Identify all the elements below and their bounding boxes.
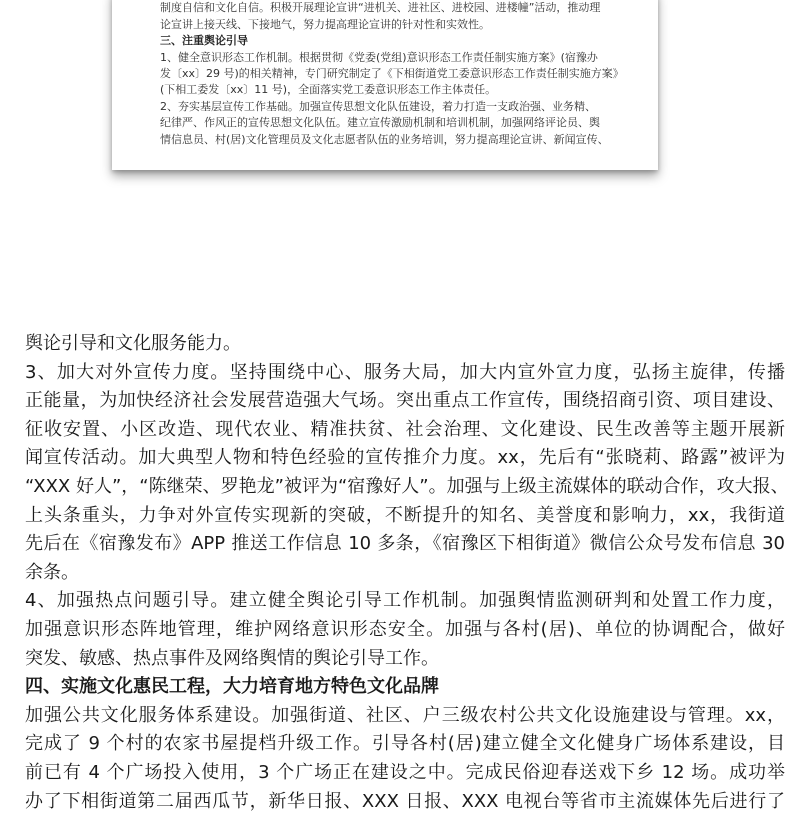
embedded-text-line: 2、夯实基层宣传工作基础。加强宣传思想文化队伍建设，着力打造一支政治强、业务精、 [160,99,640,115]
embedded-text-line: (下相工委发〔xx〕11 号)，全面落实党工委意识形态工作主体责任。 [160,82,640,98]
paragraph-line: 上头条重头，力争对外宣传实现新的突破，不断提升的知名、美誉度和影响力，xx，我街道 [25,502,785,531]
section-heading: 四、实施文化惠民工程，大力培育地方特色文化品牌 [25,673,785,702]
embedded-section-heading: 三、注重舆论引导 [160,33,640,49]
paragraph-line: 余条。 [25,559,785,588]
embedded-text-line: 制度自信和文化自信。积极开展理论宣讲“进机关、进社区、进校园、进楼幢”活动，推动理 [160,0,640,16]
embedded-text-line: 论宣讲上接天线、下接地气，努力提高理论宣讲的针对性和实效性。 [160,17,640,33]
paragraph-line: 完成了 9 个村的农家书屋提档升级工作。引导各村(居)建立健全文化健身广场体系建设，目 [25,730,785,759]
paragraph-line: 3、加大对外宣传力度。坚持围绕中心、服务大局，加大内宣外宣力度，弘扬主旋律，传播 [25,359,785,388]
embedded-text-line: 纪律严、作风正的宣传思想文化队伍。建立宣传激励机制和培训机制，加强网络评论员、舆 [160,115,640,131]
paragraph-line: 加强意识形态阵地管理，维护网络意识形态安全。加强与各村(居)、单位的协调配合，做好 [25,616,785,645]
embedded-text-line: 发〔xx〕29 号)的相关精神，专门研究制定了《下相街道党工委意识形态工作责任制实施方案》 [160,66,640,82]
embedded-text-line: 1、健全意识形态工作机制。根据贯彻《党委(党组)意识形态工作责任制实施方案》(宿豫办 [160,50,640,66]
paragraph-line: 征收安置、小区改造、现代农业、精准扶贫、社会治理、文化建设、民生改善等主题开展新 [25,416,785,445]
embedded-text-line: 情信息员、村(居)文化管理员及文化志愿者队伍的业务培训，努力提高理论宣讲、新闻宣传、 [160,132,640,148]
paragraph-line: 舆论引导和文化服务能力。 [25,330,785,359]
paragraph-line: 4、加强热点问题引导。建立健全舆论引导工作机制。加强舆情监测研判和处置工作力度， [25,587,785,616]
paragraph-line: 加强公共文化服务体系建设。加强街道、社区、户三级农村公共文化设施建设与管理。xx， [25,702,785,731]
embedded-document-text [160,0,640,148]
paragraph-line: 前已有 4 个广场投入使用，3 个广场正在建设之中。完成民俗迎春送戏下乡 12 场。成功举 [25,759,785,788]
paragraph-line: “XXX 好人”，“陈继荣、罗艳龙”被评为“宿豫好人”。加强与上级主流媒体的联动合作，攻大报、 [25,473,785,502]
document-body [25,330,785,816]
paragraph-line: 先后在《宿豫发布》APP 推送工作信息 10 多条，《宿豫区下相街道》微信公众号发布信息 30 [25,530,785,559]
paragraph-line: 闻宣传活动。加大典型人物和特色经验的宣传推介力度。xx，先后有“张晓莉、路露”被评为 [25,444,785,473]
embedded-document-page [112,0,658,170]
paragraph-line: 突发、敏感、热点事件及网络舆情的舆论引导工作。 [25,645,785,674]
paragraph-line: 办了下相街道第二届西瓜节，新华日报、XXX 日报、XXX 电视台等省市主流媒体先后进行了 [25,788,785,816]
paragraph-line: 正能量，为加快经济社会发展营造强大气场。突出重点工作宣传，围绕招商引资、项目建设、 [25,387,785,416]
